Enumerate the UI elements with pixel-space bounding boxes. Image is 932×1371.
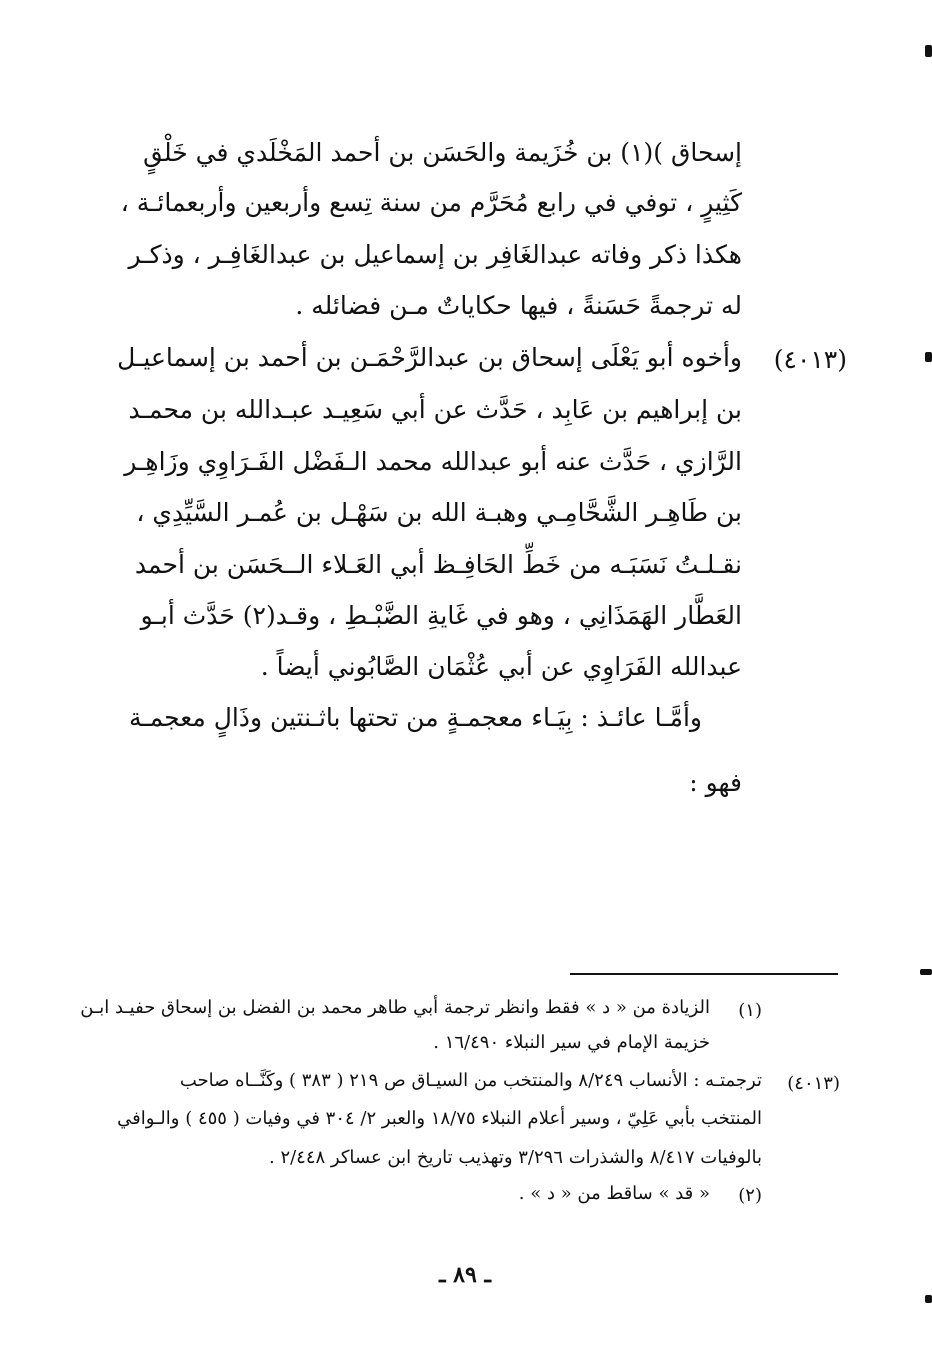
- footnote-3-line-1: « قد » ساقط من « د » .: [518, 1183, 710, 1204]
- body-line-8: بن طَاهِـر الشَّحَّامِـي وهبـة الله بن سَهْـل بن عُمـر السَّيِّدِي ،: [136, 498, 742, 527]
- scan-edge-mark: [925, 352, 932, 362]
- scan-edge-mark: [925, 1295, 932, 1303]
- scan-edge-mark: [925, 45, 932, 57]
- page-number: ـ ٨٩ ـ: [439, 1262, 491, 1288]
- footnote-1-number: (١): [738, 1000, 762, 1021]
- body-line-7: الرَّازي ، حَدَّث عنه أبو عبدالله محمد الـفَضْل الفَـرَاوِي وزَاهِـر: [124, 447, 742, 476]
- footnote-2-line-1: ترجمتـه : الأنساب ٨/٢٤٩ والمنتخب من السيـاق ص ٢١٩ ( ٣٨٣ ) وكَنَّــاه صاحب: [179, 1070, 762, 1091]
- scan-edge-mark: [920, 969, 932, 975]
- body-line-11: عبدالله الفَرَاوِي عن أبي عُثْمَان الصَّابُوني أيضاً .: [260, 652, 742, 681]
- footnote-2-line-2: المنتخب بأبي عَلِيّ ، وسير أعلام النبلاء ١٨/٧٥ والعبر ٢/ ٣٠٤ في وفيات ( ٤٥٥ ) والـوافي: [117, 1108, 762, 1129]
- footnote-1-line-2: خزيمة الإمام في سير النبلاء ١٦/٤٩٠ .: [433, 1032, 710, 1053]
- body-line-4: له ترجمةً حَسَنةً ، فيها حكاياتٌ مـن فضائله .: [295, 291, 742, 320]
- body-line-12: وأمَّـا عائـذ : بِيَـاء معجمـةٍ من تحتها باثـنتين وذَالٍ معجمـة: [128, 703, 702, 732]
- body-line-3: هكذا ذكر وفاته عبدالغَافِر بن إسماعيل بن عبدالغَافِـر ، وذكـر: [128, 240, 742, 269]
- body-line-13: فهو :: [689, 768, 742, 797]
- entry-number: (٤٠١٣): [773, 345, 847, 374]
- footnote-3-number: (٢): [738, 1185, 762, 1206]
- body-line-9: نقـلـتُ نَسَبَـه من خَطِّ الحَافِـظ أبي العَـلاء الــحَسَن بن أحمد: [134, 550, 742, 579]
- footnote-separator: [570, 973, 838, 975]
- body-line-6: بن إبراهيم بن عَابِد ، حَدَّث عن أبي سَعِيـد عبـدالله بن محمـد: [128, 395, 742, 424]
- body-line-10: العَطَّار الهَمَذَانِي ، وهو في غَايةِ الضَّبْـطِ ، وقـد(٢) حَدَّث أبـو: [140, 601, 742, 630]
- footnote-1-line-1: الزيادة من « د » فقط وانظر ترجمة أبي طاهر محمد بن الفضل بن إسحاق حفيـد ابـن: [80, 997, 710, 1018]
- body-line-1: إسحاق )(١) بن خُزَيمة والحَسَن بن أحمد المَخْلَدي في خَلْقٍ: [143, 138, 742, 167]
- footnote-2-number: (٤٠١٣): [787, 1073, 840, 1094]
- body-line-2: كَثِيرٍ ، توفي في رابع مُحَرَّم من سنة تِسع وأربعين وأربعمائـة ،: [120, 188, 742, 217]
- footnote-2-line-3: بالوفيات ٨/٤١٧ والشذرات ٣/٢٩٦ وتهذيب تاريخ ابن عساكر ٢/٤٤٨ .: [269, 1147, 762, 1168]
- body-line-5: وأخوه أبو يَعْلَى إسحاق بن عبدالرَّحْمَـن بن أحمد بن إسماعيـل: [117, 343, 742, 372]
